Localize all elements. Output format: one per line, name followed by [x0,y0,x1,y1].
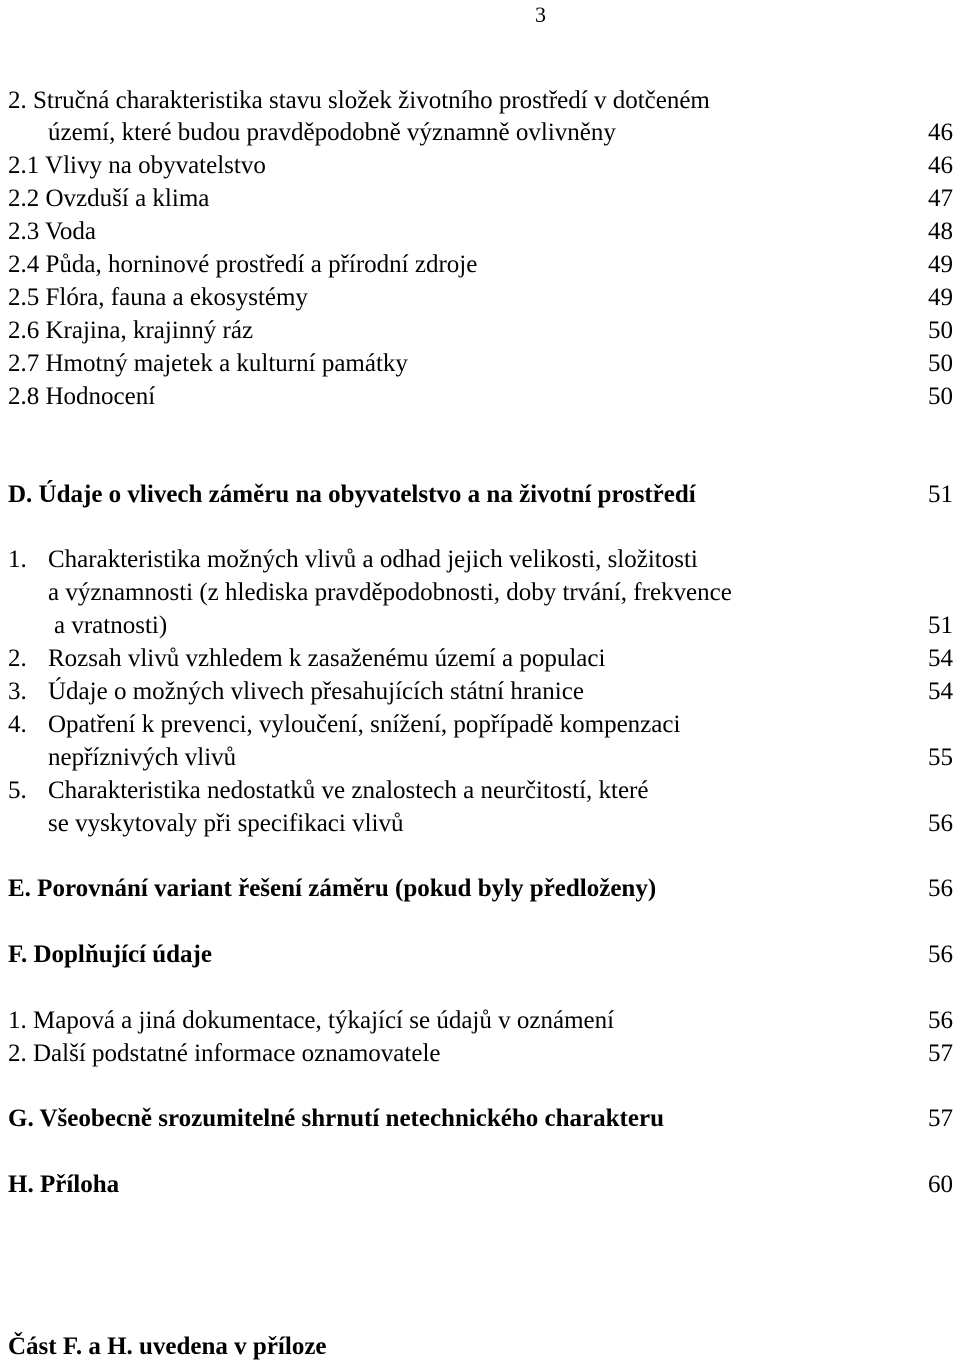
toc-f-2: 2. Další podstatné informace oznamovatele [8,1040,441,1067]
toc-entry-2-2-page: 47 [928,185,953,212]
toc-section-f-title: F. Doplňující údaje [8,941,212,968]
toc-section-d-page: 51 [928,481,953,508]
toc-d-1-page: 51 [928,612,953,639]
toc-section-2-page: 46 [928,119,953,146]
toc-entry-2-3-page: 48 [928,218,953,245]
toc-entry-2-5: 2.5 Flóra, fauna a ekosystémy [8,284,308,311]
toc-d-1-line3: a vratnosti) [54,612,168,639]
toc-section-e-page: 56 [928,875,953,902]
toc-entry-2-1-page: 46 [928,152,953,179]
toc-d-5-number: 5. [8,777,27,804]
toc-d-1-line2: a významnosti (z hlediska pravděpodobnosti, doby trvání, frekvence [48,579,732,606]
toc-entry-2-4: 2.4 Půda, horninové prostředí a přírodní zdroje [8,251,478,278]
toc-d-4-line1: Opatření k prevenci, vyloučení, snížení, popřípadě kompenzaci [48,711,681,738]
toc-section-2-title-line2: území, které budou pravděpodobně významně ovlivněny [48,119,616,146]
toc-entry-2-7: 2.7 Hmotný majetek a kulturní památky [8,350,408,377]
toc-entry-2-1: 2.1 Vlivy na obyvatelstvo [8,152,266,179]
toc-entry-2-8-page: 50 [928,383,953,410]
toc-d-1-number: 1. [8,546,27,573]
toc-f-1-page: 56 [928,1007,953,1034]
toc-d-3-number: 3. [8,678,27,705]
toc-entry-2-3: 2.3 Voda [8,218,96,245]
toc-section-h-title: H. Příloha [8,1171,120,1198]
toc-d-5-page: 56 [928,810,953,837]
toc-d-2-page: 54 [928,645,953,672]
toc-entry-2-5-page: 49 [928,284,953,311]
toc-entry-2-2: 2.2 Ovzduší a klima [8,185,210,212]
footer-note: Část F. a H. uvedena v příloze [8,1333,327,1360]
toc-section-d-title: D. Údaje o vlivech záměru na obyvatelstvo a na životní prostředí [8,481,696,508]
toc-entry-2-4-page: 49 [928,251,953,278]
toc-section-f-page: 56 [928,941,953,968]
toc-d-4-page: 55 [928,744,953,771]
toc-entry-2-6-page: 50 [928,317,953,344]
toc-section-e-title: E. Porovnání variant řešení záměru (pokud byly předloženy) [8,875,657,902]
toc-section-h-page: 60 [928,1171,953,1198]
toc-d-5-line2: se vyskytovaly při specifikaci vlivů [48,810,404,837]
toc-section-g-title: G. Všeobecně srozumitelné shrnutí netechnického charakteru [8,1105,664,1132]
toc-d-2-label: Rozsah vlivů vzhledem k zasaženému území a populaci [48,645,606,672]
toc-entry-2-7-page: 50 [928,350,953,377]
toc-f-1: 1. Mapová a jiná dokumentace, týkající se údajů v oznámení [8,1007,615,1034]
toc-d-1-line1: Charakteristika možných vlivů a odhad jejich velikosti, složitosti [48,546,698,573]
toc-d-3-label: Údaje o možných vlivech přesahujících státní hranice [48,678,584,705]
toc-entry-2-8: 2.8 Hodnocení [8,383,156,410]
toc-section-g-page: 57 [928,1105,953,1132]
toc-section-2-title-line1: 2. Stručná charakteristika stavu složek životního prostředí v dotčeném [8,87,710,114]
toc-d-4-number: 4. [8,711,27,738]
toc-f-2-page: 57 [928,1040,953,1067]
toc-d-4-line2: nepříznivých vlivů [48,744,237,771]
toc-d-5-line1: Charakteristika nedostatků ve znalostech a neurčitostí, které [48,777,649,804]
page-number: 3 [535,2,546,27]
toc-d-2-number: 2. [8,645,27,672]
toc-d-3-page: 54 [928,678,953,705]
toc-entry-2-6: 2.6 Krajina, krajinný ráz [8,317,254,344]
